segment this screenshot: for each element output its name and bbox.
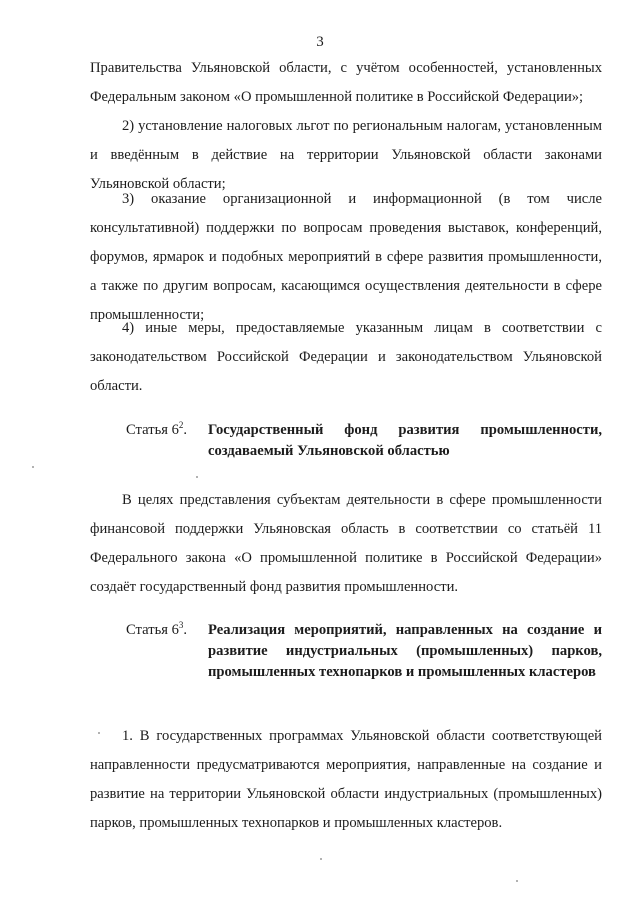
paragraph-item-3: 3) оказание организационной и информационной (в том числе консультативной) поддержки по вопросам проведения выставок, конференций, форумов, ярмарок и подобных мероприятий в сфере развития промышленности, а также по другим вопросам, касающимся осуществления деятельности в сфере промышленности; — [90, 191, 602, 323]
scan-speck — [320, 858, 322, 860]
paragraph-continuation: Правительства Ульяновской области, с учётом особенностей, установленных Федеральным законом «О промышленной политике в Российской Федерации»; — [90, 60, 602, 105]
page-number: 3 — [316, 34, 324, 50]
paragraph-item-2: 2) установление налоговых льгот по региональным налогам, установленным и введённым в действие на территории Ульяновской области законами Ульяновской области; — [90, 118, 602, 192]
scan-speck — [196, 476, 198, 478]
article-label: Статья $6^2$. — [126, 420, 188, 438]
article-label: Статья $6^3$. — [126, 620, 188, 638]
article-title: Государственный фонд развития промышленности, создаваемый Ульяновской областью — [208, 422, 602, 459]
paragraph-article-6-3-item-1: 1. В государственных программах Ульяновской области соответствующей направленности предусматриваются мероприятия, направленные на создание и развитие на территории Ульяновской области индустриальных (промышленных) парков, промышленных технопарков и промышленных кластеров. — [90, 728, 602, 831]
paragraph-article-6-2: В целях представления субъектам деятельности в сфере промышленности финансовой поддержки Ульяновская область в соответствии со статьёй 11 Федерального закона «О промышленной политике в Российской Федерации» создаёт государственный фонд развития промышленности. — [90, 492, 602, 595]
paragraph-item-4: 4) иные меры, предоставляемые указанным лицам в соответствии с законодательством Российской Федерации и законодательством Ульяновской области. — [90, 320, 602, 394]
scan-speck — [516, 880, 518, 882]
article-title: Реализация мероприятий, направленных на создание и развитие индустриальных (промышленных) парков, промышленных технопарков и промышленных кластеров — [208, 622, 602, 680]
scan-speck — [98, 732, 100, 734]
scan-speck — [32, 466, 34, 468]
